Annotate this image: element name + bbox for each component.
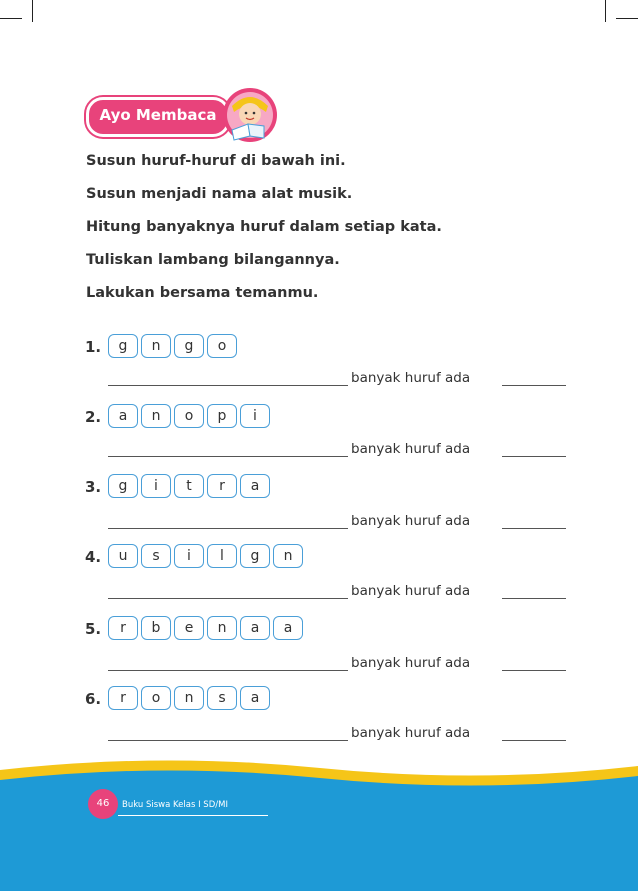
letter-tile: n: [141, 404, 171, 428]
letter-tile: n: [174, 686, 204, 710]
exercise-number: 4.: [85, 548, 102, 566]
letter-tile: g: [240, 544, 270, 568]
letter-tile: o: [141, 686, 171, 710]
footer-wave: [0, 760, 638, 891]
letter-tile: n: [273, 544, 303, 568]
letter-tile: u: [108, 544, 138, 568]
letter-tile: a: [108, 404, 138, 428]
answer-blank[interactable]: [108, 740, 348, 741]
letter-tile: g: [174, 334, 204, 358]
exercise-number: 3.: [85, 478, 102, 496]
count-blank[interactable]: [502, 385, 566, 386]
letter-tile: s: [207, 686, 237, 710]
count-label: banyak huruf ada: [351, 441, 471, 457]
letter-tile: a: [273, 616, 303, 640]
letter-tile: o: [207, 334, 237, 358]
count-blank[interactable]: [502, 528, 566, 529]
answer-blank[interactable]: [108, 670, 348, 671]
count-blank[interactable]: [502, 456, 566, 457]
letter-tile: t: [174, 474, 204, 498]
exercise-number: 2.: [85, 408, 102, 426]
page-number: 46: [88, 789, 118, 819]
letter-tile: p: [207, 404, 237, 428]
letter-tile: r: [207, 474, 237, 498]
letter-tile: a: [240, 474, 270, 498]
letter-tile: r: [108, 616, 138, 640]
exercise-number: 6.: [85, 690, 102, 708]
count-blank[interactable]: [502, 598, 566, 599]
letter-tiles: [108, 544, 303, 568]
instruction-line: Susun menjadi nama alat musik.: [86, 186, 353, 202]
letter-tiles: [108, 404, 270, 428]
instruction-line: Lakukan bersama temanmu.: [86, 285, 319, 301]
instruction-line: Hitung banyaknya huruf dalam setiap kata.: [86, 219, 442, 235]
letter-tile: i: [141, 474, 171, 498]
count-label: banyak huruf ada: [351, 583, 471, 599]
letter-tile: i: [174, 544, 204, 568]
count-label: banyak huruf ada: [351, 725, 471, 741]
letter-tile: n: [207, 616, 237, 640]
exercise-number: 5.: [85, 620, 102, 638]
caption-rule: [118, 815, 268, 816]
letter-tile: g: [108, 334, 138, 358]
answer-blank[interactable]: [108, 456, 348, 457]
count-label: banyak huruf ada: [351, 655, 471, 671]
count-label: banyak huruf ada: [351, 370, 471, 386]
letter-tile: r: [108, 686, 138, 710]
letter-tile: e: [174, 616, 204, 640]
instruction-line: Susun huruf-huruf di bawah ini.: [86, 153, 346, 169]
letter-tiles: [108, 334, 237, 358]
letter-tile: s: [141, 544, 171, 568]
letter-tile: b: [141, 616, 171, 640]
count-blank[interactable]: [502, 740, 566, 741]
count-blank[interactable]: [502, 670, 566, 671]
letter-tile: l: [207, 544, 237, 568]
letter-tiles: [108, 616, 303, 640]
exercise-number: 1.: [85, 338, 102, 356]
letter-tile: o: [174, 404, 204, 428]
letter-tile: n: [141, 334, 171, 358]
book-caption: Buku Siswa Kelas I SD/MI: [122, 800, 228, 810]
count-label: banyak huruf ada: [351, 513, 471, 529]
section-badge-label: Ayo Membaca: [99, 106, 217, 124]
answer-blank[interactable]: [108, 528, 348, 529]
letter-tile: a: [240, 616, 270, 640]
letter-tile: a: [240, 686, 270, 710]
letter-tiles: [108, 474, 270, 498]
answer-blank[interactable]: [108, 598, 348, 599]
letter-tiles: [108, 686, 270, 710]
answer-blank[interactable]: [108, 385, 348, 386]
instruction-line: Tuliskan lambang bilangannya.: [86, 252, 340, 268]
letter-tile: i: [240, 404, 270, 428]
letter-tile: g: [108, 474, 138, 498]
